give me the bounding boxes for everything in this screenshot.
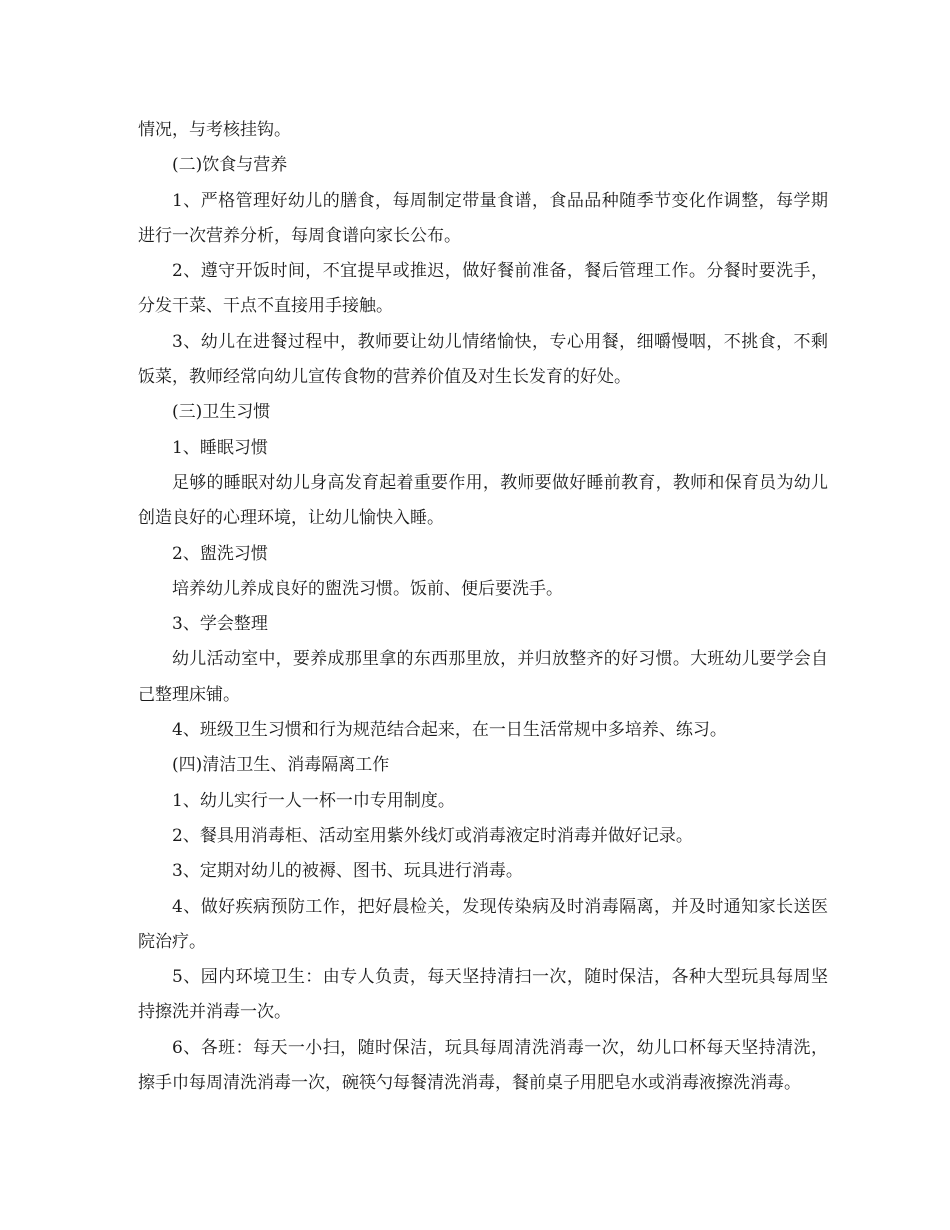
paragraph: 4、做好疾病预防工作，把好晨检关，发现传染病及时消毒隔离，并及时通知家长送医院治疗。: [138, 896, 828, 952]
paragraph: 3、定期对幼儿的被褥、图书、玩具进行消毒。: [172, 861, 523, 882]
paragraph: 培养幼儿养成良好的盥洗习惯。饭前、便后要洗手。: [172, 578, 563, 599]
section-heading: (三)卫生习惯: [172, 402, 271, 423]
paragraph: 1、幼儿实行一人一杯一巾专用制度。: [172, 790, 455, 811]
paragraph: 3、幼儿在进餐过程中，教师要让幼儿情绪愉快，专心用餐，细嚼慢咽，不挑食，不剩饭菜，教师经常向幼儿宣传食物的营养价值及对生长发育的好处。: [138, 331, 828, 388]
paragraph: 2、餐具用消毒柜、活动室用紫外线灯或消毒液定时消毒并做好记录。: [172, 825, 693, 846]
paragraph: 足够的睡眠对幼儿身高发育起着重要作用，教师要做好睡前教育，教师和保育员为幼儿创造良好的心理环境，让幼儿愉快入睡。: [138, 472, 828, 529]
section-heading: (二)饮食与营养: [172, 155, 288, 176]
paragraph: 1、严格管理好幼儿的膳食，每周制定带量食谱，食品品种随季节变化作调整，每学期进行一次营养分析，每周食谱向家长公布。: [138, 190, 828, 246]
paragraph: 6、各班：每天一小扫，随时保洁，玩具每周清洗消毒一次，幼儿口杯每天坚持清洗，擦手巾每周清洗消毒一次，碗筷勺每餐清洗消毒，餐前桌子用肥皂水或消毒液擦洗消毒。: [138, 1037, 828, 1094]
paragraph: 幼儿活动室中，要养成那里拿的东西那里放，并归放整齐的好习惯。大班幼儿要学会自己整理床铺。: [138, 649, 828, 705]
document-body: [138, 113, 828, 1101]
paragraph: 5、园内环境卫生：由专人负责，每天坚持清扫一次，随时保洁，各种大型玩具每周坚持擦洗并消毒一次。: [138, 967, 828, 1023]
subheading: 2、盥洗习惯: [172, 543, 268, 564]
paragraph: 4、班级卫生习惯和行为规范结合起来，在一日生活常规中多培养、练习。: [172, 720, 727, 741]
subheading: 1、睡眠习惯: [172, 437, 268, 458]
paragraph: 2、遵守开饭时间，不宜提早或推迟，做好餐前准备，餐后管理工作。分餐时要洗手，分发干菜、干点不直接用手接触。: [138, 261, 828, 317]
paragraph: 情况，与考核挂钩。: [138, 120, 291, 140]
subheading: 3、学会整理: [172, 614, 268, 635]
section-heading: (四)清洁卫生、消毒隔离工作: [172, 755, 390, 776]
